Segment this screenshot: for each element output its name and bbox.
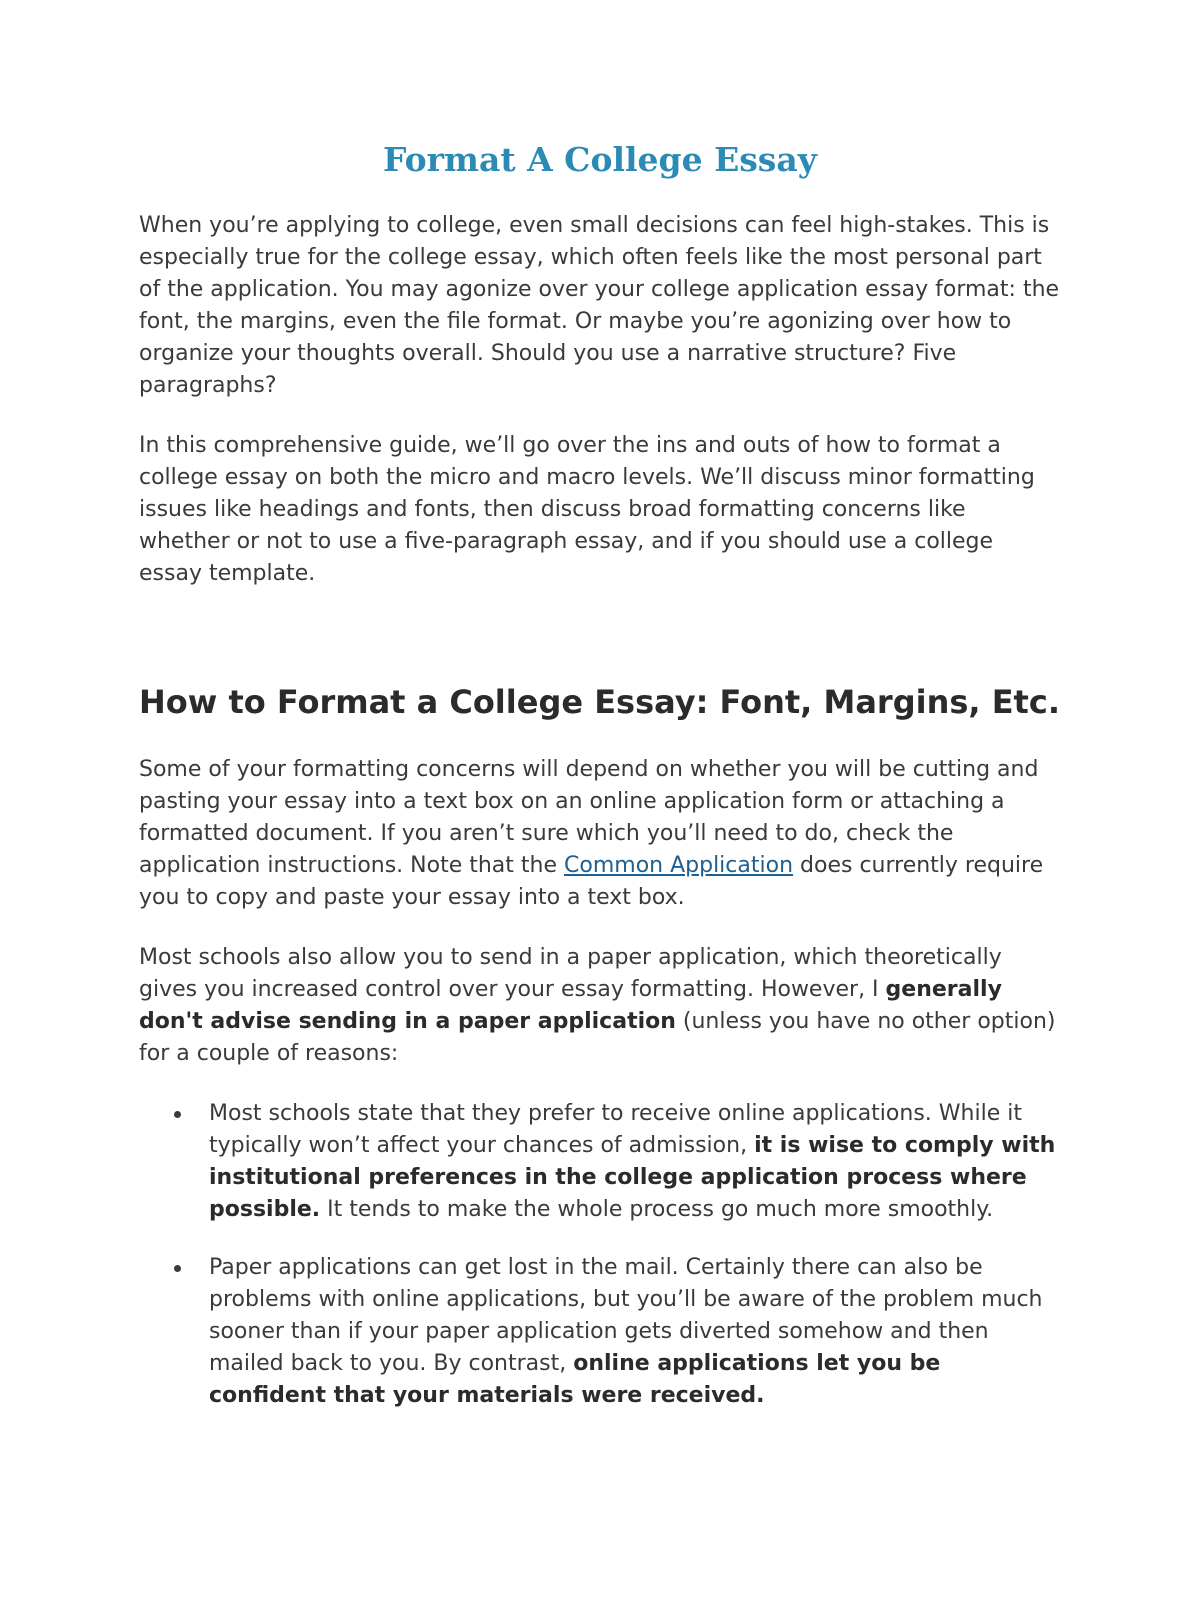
list-item	[209, 1098, 1061, 1226]
bullet-1-start: Most schools state that they prefer to receive online applications. While it typically won’t affect your chances of admission,	[209, 1101, 1022, 1158]
bullet-icon	[174, 1111, 181, 1118]
common-application-link[interactable]: Common Application	[564, 853, 794, 878]
section-p2-start: Most schools also allow you to send in a paper application, which theoretically gives you increased control over your essay formatting. However, I	[139, 945, 1002, 1002]
bullet-icon	[174, 1265, 181, 1272]
section-paragraph-2	[139, 942, 1061, 1070]
bullet-1-bold: it is wise to comply with institutional preferences in the college application process where possible.	[209, 1133, 1056, 1222]
section-heading: How to Format a College Essay: Font, Margins, Etc.	[139, 683, 1060, 721]
document-title: Format A College Essay	[383, 140, 817, 179]
section-paragraph-1	[139, 754, 1061, 914]
bullet-2-start: Paper applications can get lost in the mail. Certainly there can also be problems with online applications, but you’ll be aware of the problem much sooner than if your paper application gets diverted somehow and then mailed back to you. By contrast,	[209, 1255, 1043, 1376]
section-p2-end: (unless you have no other option) for a couple of reasons:	[139, 1009, 1056, 1066]
section-p1-text-before-link: Some of your formatting concerns will depend on whether you will be cutting and pasting your essay into a text box on an online application form or attaching a formatted document. If you aren’t sure which you’ll need to do, check the application instructions. Note that the	[139, 757, 1039, 878]
intro-paragraph-1: When you’re applying to college, even small decisions can feel high-stakes. This is especially true for the college essay, which often feels like the most personal part of the application. You may agonize over your college application essay format: the font, the margins, even the file format. Or maybe you’re agonizing over how to organize your thoughts overall. Should you use a narrative structure? Five paragraphs?	[139, 213, 1060, 398]
section-p2-bold: generally don't advise sending in a paper application	[139, 977, 1002, 1034]
intro-paragraph-2: In this comprehensive guide, we’ll go over the ins and outs of how to format a college essay on both the micro and macro levels. We’ll discuss minor formatting issues like headings and fonts, then discuss broad formatting concerns like whether or not to use a five-paragraph essay, and if you should use a college essay template.	[139, 433, 1035, 586]
document-content	[139, 138, 1061, 1438]
section-p1-text-after-link: does currently require you to copy and paste your essay into a text box.	[139, 853, 1044, 910]
bullet-1-end: It tends to make the whole process go much more smoothly.	[320, 1197, 994, 1222]
reasons-list	[139, 1098, 1061, 1412]
list-item	[209, 1252, 1061, 1412]
bullet-2-bold: online applications let you be confident that your materials were received.	[209, 1351, 941, 1408]
